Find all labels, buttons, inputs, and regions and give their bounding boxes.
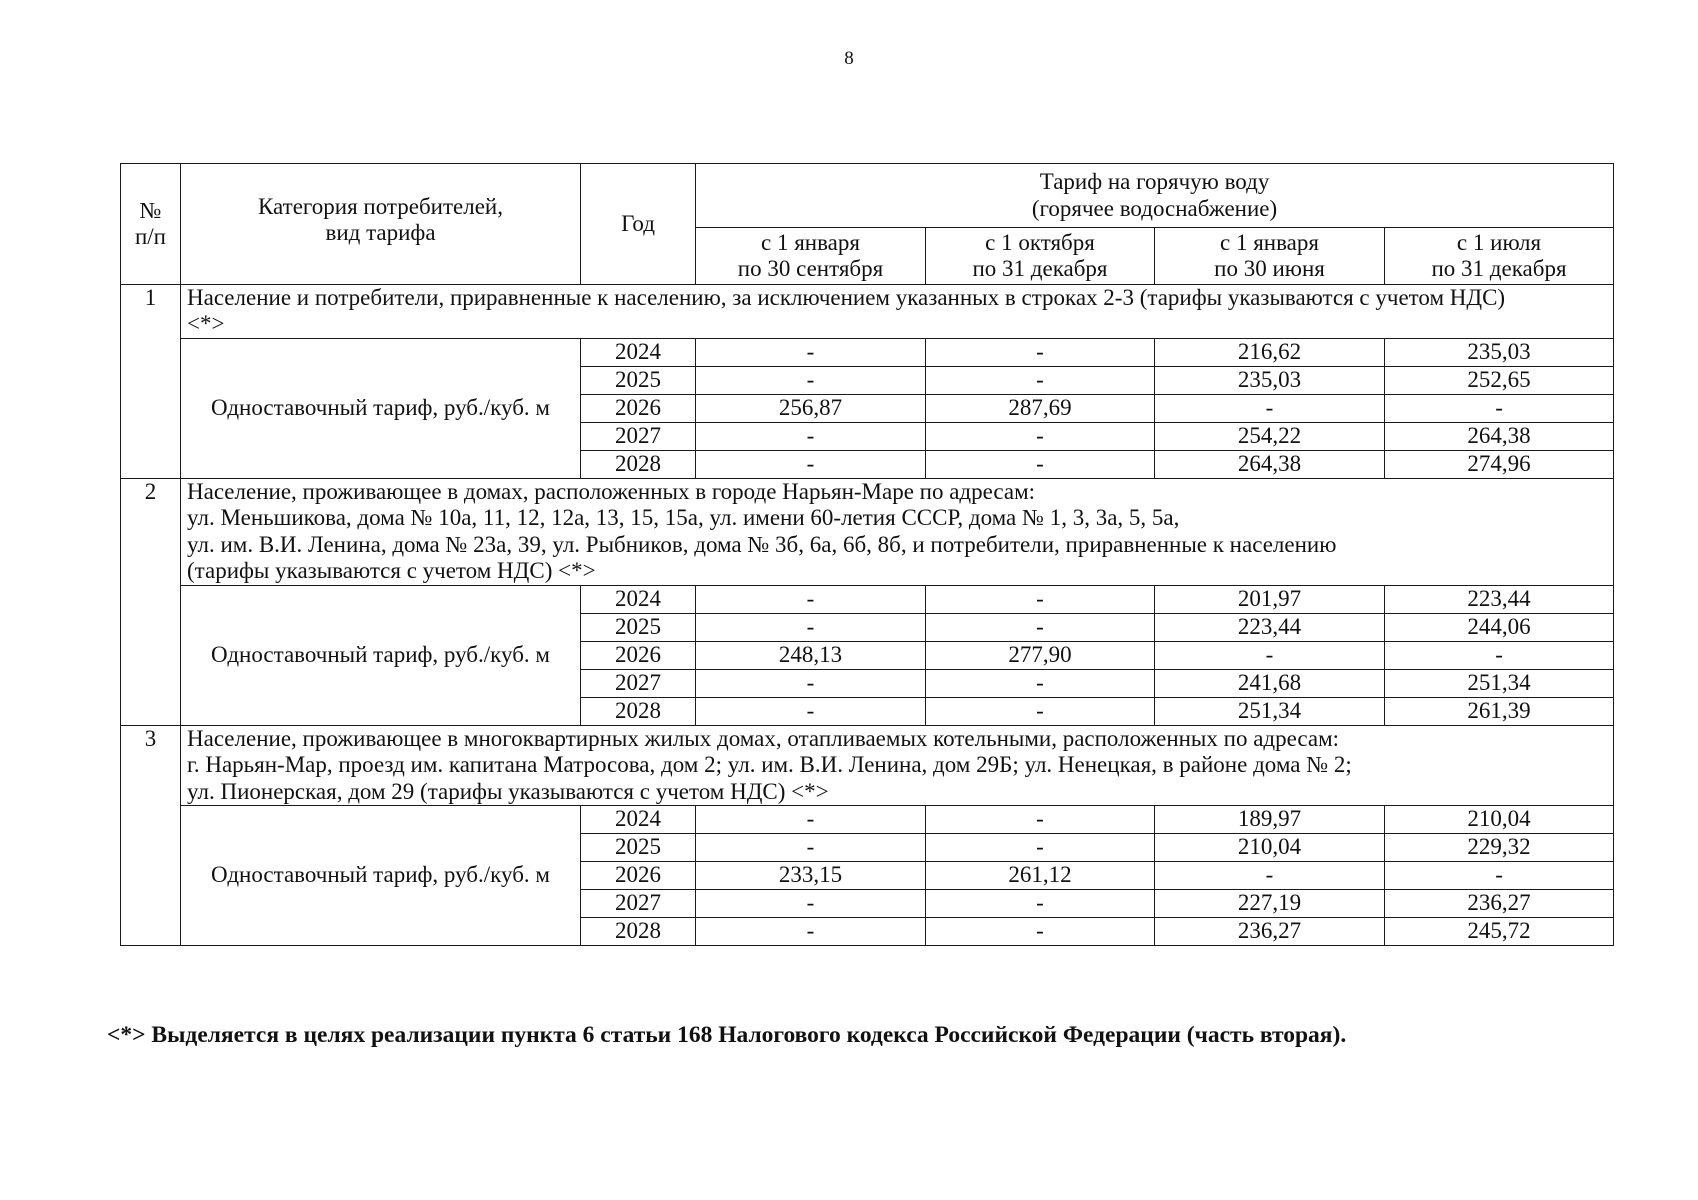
value-cell: - — [696, 366, 926, 394]
number-column-header: № п/п — [121, 164, 181, 285]
value-cell: - — [696, 669, 926, 697]
year-cell: 2026 — [581, 641, 696, 669]
year-cell: 2025 — [581, 613, 696, 641]
value-cell: 254,22 — [1155, 422, 1385, 450]
value-cell: - — [696, 833, 926, 861]
year-cell: 2026 — [581, 394, 696, 422]
value-cell: 210,04 — [1155, 833, 1385, 861]
value-cell: 251,34 — [1155, 697, 1385, 725]
value-cell: 189,97 — [1155, 805, 1385, 833]
year-cell: 2024 — [581, 338, 696, 366]
page-number: 8 — [844, 48, 854, 69]
value-cell: - — [926, 889, 1155, 917]
value-cell: 244,06 — [1385, 613, 1614, 641]
value-cell: 216,62 — [1155, 338, 1385, 366]
tariff-name: Одноставочный тариф, руб./куб. м — [181, 805, 581, 945]
value-cell: - — [926, 805, 1155, 833]
group-description: Население, проживающее в домах, расположенных в городе Нарьян-Маре по адресам: ул. Меньшикова, дома № 10а, 11, 12, 12а, 13, 15, 15а, ул. имени 60-летия СССР, дома № 1, 3, 3а, 5, 5а, ул. им. В.И. Ленина, дома № 23а, 39, ул. Рыбников, дома № 3б, 6а, 6б, 8б, и потребители, приравненные к населению (тарифы указываются с учетом НДС) <*> — [181, 478, 1614, 585]
year-cell: 2027 — [581, 669, 696, 697]
period-header-1: с 1 января по 30 сентября — [696, 228, 926, 285]
value-cell: - — [1155, 394, 1385, 422]
year-cell: 2028 — [581, 697, 696, 725]
footnote: <*> Выделяется в целях реализации пункта 6 статьи 168 Налогового кодекса Российской Федерации (часть вторая). — [107, 1022, 1347, 1048]
tariff-title-header: Тариф на горячую воду (горячее водоснабжение) — [696, 164, 1614, 228]
value-cell: 236,27 — [1155, 917, 1385, 945]
value-cell: - — [926, 585, 1155, 613]
table-row — [121, 338, 1614, 366]
group-number: 2 — [121, 478, 181, 725]
value-cell: 248,13 — [696, 641, 926, 669]
tariff-table — [120, 163, 1614, 946]
value-cell: 236,27 — [1385, 889, 1614, 917]
value-cell: 252,65 — [1385, 366, 1614, 394]
tariff-name: Одноставочный тариф, руб./куб. м — [181, 585, 581, 725]
year-cell: 2027 — [581, 889, 696, 917]
value-cell: 227,19 — [1155, 889, 1385, 917]
group-description-row — [121, 478, 1614, 585]
value-cell: 251,34 — [1385, 669, 1614, 697]
group-description-row — [121, 285, 1614, 339]
period-header-3: с 1 января по 30 июня — [1155, 228, 1385, 285]
year-cell: 2028 — [581, 917, 696, 945]
table-row — [121, 805, 1614, 833]
year-cell: 2025 — [581, 366, 696, 394]
value-cell: - — [926, 338, 1155, 366]
value-cell: - — [1385, 394, 1614, 422]
value-cell: 261,12 — [926, 861, 1155, 889]
group-number: 3 — [121, 725, 181, 945]
value-cell: 223,44 — [1155, 613, 1385, 641]
category-column-header: Категория потребителей, вид тарифа — [181, 164, 581, 285]
value-cell: - — [1385, 641, 1614, 669]
group-description: Население и потребители, приравненные к населению, за исключением указанных в строках 2-3 (тарифы указываются с учетом НДС) <*> — [181, 285, 1614, 339]
value-cell: 223,44 — [1385, 585, 1614, 613]
value-cell: - — [926, 422, 1155, 450]
value-cell: - — [696, 697, 926, 725]
value-cell: - — [696, 585, 926, 613]
value-cell: - — [696, 450, 926, 478]
value-cell: - — [696, 889, 926, 917]
group-description-row — [121, 725, 1614, 805]
value-cell: - — [1155, 861, 1385, 889]
value-cell: 201,97 — [1155, 585, 1385, 613]
value-cell: 233,15 — [696, 861, 926, 889]
value-cell: 210,04 — [1385, 805, 1614, 833]
value-cell: - — [696, 917, 926, 945]
period-header-4: с 1 июля по 31 декабря — [1385, 228, 1614, 285]
value-cell: - — [696, 613, 926, 641]
value-cell: 264,38 — [1155, 450, 1385, 478]
value-cell: 277,90 — [926, 641, 1155, 669]
value-cell: - — [926, 450, 1155, 478]
value-cell: 287,69 — [926, 394, 1155, 422]
value-cell: 274,96 — [1385, 450, 1614, 478]
value-cell: - — [696, 805, 926, 833]
value-cell: - — [696, 422, 926, 450]
value-cell: - — [926, 669, 1155, 697]
table-row — [121, 585, 1614, 613]
header-row — [121, 164, 1614, 228]
value-cell: - — [926, 697, 1155, 725]
year-cell: 2024 — [581, 585, 696, 613]
year-cell: 2025 — [581, 833, 696, 861]
value-cell: - — [1385, 861, 1614, 889]
year-cell: 2024 — [581, 805, 696, 833]
group-number: 1 — [121, 285, 181, 479]
value-cell: 264,38 — [1385, 422, 1614, 450]
year-cell: 2026 — [581, 861, 696, 889]
year-column-header: Год — [581, 164, 696, 285]
value-cell: 235,03 — [1385, 338, 1614, 366]
value-cell: - — [926, 917, 1155, 945]
value-cell: 256,87 — [696, 394, 926, 422]
value-cell: - — [926, 366, 1155, 394]
tariff-name: Одноставочный тариф, руб./куб. м — [181, 338, 581, 478]
value-cell: - — [926, 613, 1155, 641]
value-cell: 261,39 — [1385, 697, 1614, 725]
value-cell: 229,32 — [1385, 833, 1614, 861]
value-cell: 235,03 — [1155, 366, 1385, 394]
value-cell: - — [696, 338, 926, 366]
value-cell: - — [1155, 641, 1385, 669]
value-cell: 245,72 — [1385, 917, 1614, 945]
value-cell: 241,68 — [1155, 669, 1385, 697]
period-header-2: с 1 октября по 31 декабря — [926, 228, 1155, 285]
year-cell: 2027 — [581, 422, 696, 450]
group-description: Население, проживающее в многоквартирных жилых домах, отапливаемых котельными, расположенных по адресам: г. Нарьян-Мар, проезд им. капитана Матросова, дом 2; ул. им. В.И. Ленина, дом 29Б; ул. Ненецкая, в районе дома № 2; ул. Пионерская, дом 29 (тарифы указываются с учетом НДС) <*> — [181, 725, 1614, 805]
value-cell: - — [926, 833, 1155, 861]
year-cell: 2028 — [581, 450, 696, 478]
